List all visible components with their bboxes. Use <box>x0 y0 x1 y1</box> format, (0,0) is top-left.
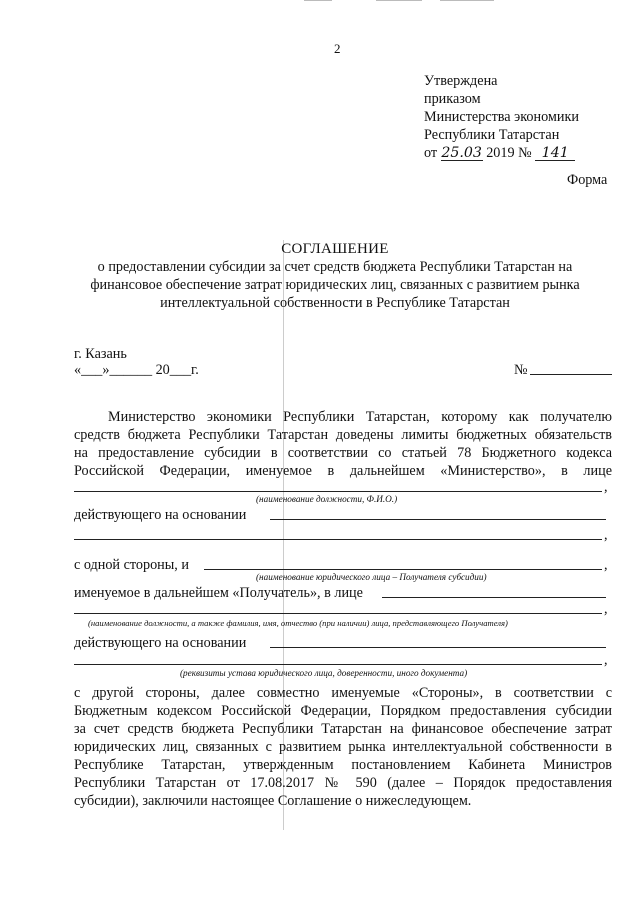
one-side-label: с одной стороны, и <box>74 557 189 573</box>
order-number: 141 <box>535 144 575 161</box>
hint-requisites: (реквизиты устава юридического лица, доверенности, иного документа) <box>180 668 468 678</box>
approval-line: Утверждена <box>424 73 498 89</box>
acting-basis-field[interactable] <box>270 647 606 648</box>
scan-mark <box>376 0 422 1</box>
date-handwritten: 25.03 <box>441 145 482 161</box>
year: 2019 <box>486 145 515 161</box>
acting-basis-field[interactable] <box>270 519 606 520</box>
approval-block <box>424 72 579 162</box>
date-day: 25 <box>441 145 460 161</box>
paragraph-line: Республике Татарстан, утвержденным постановлением Кабинета Министров <box>74 757 612 773</box>
recipient-representative-field-continued[interactable] <box>74 613 602 614</box>
scan-mark <box>304 0 332 1</box>
scan-mark <box>440 0 494 1</box>
comma: , <box>604 557 608 573</box>
hint-position: (наименование должности, Ф.И.О.) <box>256 494 398 504</box>
paragraph-line: за счет средств бюджета Республики Татарстан на финансовое обеспечение затрат <box>74 721 612 737</box>
paragraph-line: субсидии), заключили настоящее Соглашение о нижеследующем. <box>74 793 472 809</box>
approval-line: Республики Татарстан <box>424 127 560 143</box>
paragraph-line: Российской Федерации, именуемое в дальнейшем «Министерство», в лице <box>74 463 612 479</box>
minister-representative-field[interactable] <box>74 491 602 492</box>
form-label: Форма <box>567 172 608 188</box>
acting-basis-label: действующего на основании <box>74 507 247 523</box>
acting-basis-field-continued[interactable] <box>74 539 602 540</box>
recipient-representative-field[interactable] <box>382 597 606 598</box>
approval-line: Министерства экономики <box>424 109 579 125</box>
paragraph-line: на предоставление субсидии в соответствии со статьей 78 Бюджетного кодекса <box>74 445 612 461</box>
agreement-number-field[interactable] <box>530 374 612 375</box>
comma: , <box>604 527 608 543</box>
hint-legal-entity: (наименование юридического лица – Получателя субсидии) <box>256 572 487 582</box>
city: г. Казань <box>74 346 127 362</box>
title-heading: СОГЛАШЕНИЕ <box>281 241 389 257</box>
named-recipient-label: именуемое в дальнейшем «Получатель», в лице <box>74 585 363 601</box>
paragraph-line: юридических лиц, связанных с развитием рынка интеллектуальной собственности в <box>74 739 612 755</box>
date-month: 03 <box>463 145 482 161</box>
acting-basis-field-continued[interactable] <box>74 664 602 665</box>
page-number: 2 <box>334 41 341 56</box>
comma: , <box>604 601 608 617</box>
approval-line: приказом <box>424 91 481 107</box>
comma: , <box>604 652 608 668</box>
recipient-name-field[interactable] <box>204 569 602 570</box>
title-line: о предоставлении субсидии за счет средств бюджета Республики Татарстан на <box>97 259 573 275</box>
hint-representative: (наименование должности, а также фамилия, имя, отчество (при наличии) лица, представляющего Получателя) <box>88 618 508 628</box>
date-placeholder: «___»______ 20___г. <box>74 362 199 378</box>
paragraph-line: Республики Татарстан от 17.08.2017 № 590 (далее – Порядок предоставления <box>74 775 612 791</box>
approval-date <box>424 144 579 162</box>
comma: , <box>604 479 608 495</box>
title-line: финансовое обеспечение затрат юридических лиц, связанных с развитием рынка <box>90 277 580 293</box>
title-line: интеллектуальной собственности в Республике Татарстан <box>160 295 510 311</box>
date-prefix: от <box>424 145 438 161</box>
agreement-title <box>60 240 610 312</box>
paragraph-line: Министерство экономики Республики Татарстан, которому как получателю <box>108 409 612 425</box>
number-sign: № <box>518 145 532 161</box>
agreement-number-label: № <box>514 362 528 378</box>
paragraph-line: средств бюджета Республики Татарстан доведены лимиты бюджетных обязательств <box>74 427 612 443</box>
acting-basis-label: действующего на основании <box>74 635 247 651</box>
paragraph-line: Бюджетным кодексом Российской Федерации, Порядком предоставления субсидии <box>74 703 612 719</box>
paragraph-line: с другой стороны, далее совместно именуемые «Стороны», в соответствии с <box>74 685 612 701</box>
